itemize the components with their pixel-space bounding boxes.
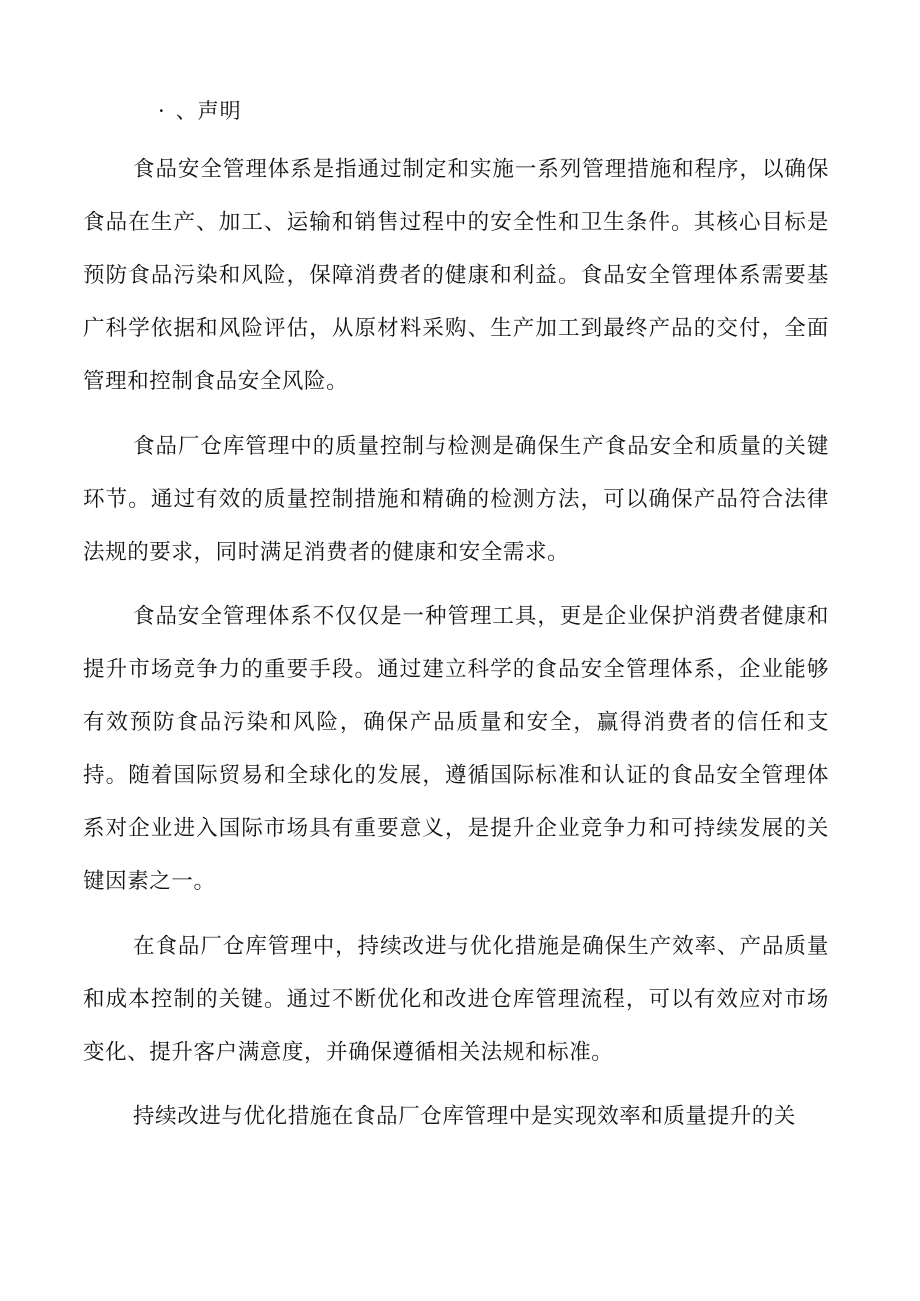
paragraph-2: 食品厂仓库管理中的质量控制与检测是确保生产食品安全和质量的关键环节。通过有效的质量控制措施和精确的检测方法，可以确保产品符合法律法规的要求，同时满足消费者的健康和安全需求。 [83,434,829,565]
paragraph-4: 在食品厂仓库管理中，持续改进与优化措施是确保生产效率、产品质量和成本控制的关键。通过不断优化和改进仓库管理流程，可以有效应对市场变化、提升客户满意度，并确保遵循相关法规和标准。 [83,934,829,1065]
bullet-icon: · [158,99,166,123]
paragraph-3: 食品安全管理体系不仅仅是一种管理工具，更是企业保护消费者健康和提升市场竞争力的重要手段。通过建立科学的食品安全管理体系，企业能够有效预防食品污染和风险，确保产品质量和安全，赢得消费者的信任和支持。随着国际贸易和全球化的发展，遵循国际标准和认证的食品安全管理体系对企业进入国际市场具有重要意义，是提升企业竞争力和可持续发展的关键因素之一。 [83,604,829,894]
paragraph-5: 持续改进与优化措施在食品厂仓库管理中是实现效率和质量提升的关 [133,1104,797,1129]
paragraph-1: 食品安全管理体系是指通过制定和实施一系列管理措施和程序，以确保食品在生产、加工、运输和销售过程中的安全性和卫生条件。其核心目标是预防食品污染和风险，保障消费者的健康和利益。食品安全管理体系需要基广科学依据和风险评估，从原材料采购、生产加工到最终产品的交付，全面管理和控制食品安全风险。 [83,157,829,394]
section-heading [158,96,242,126]
section-heading-text: 、声明 [175,99,242,123]
